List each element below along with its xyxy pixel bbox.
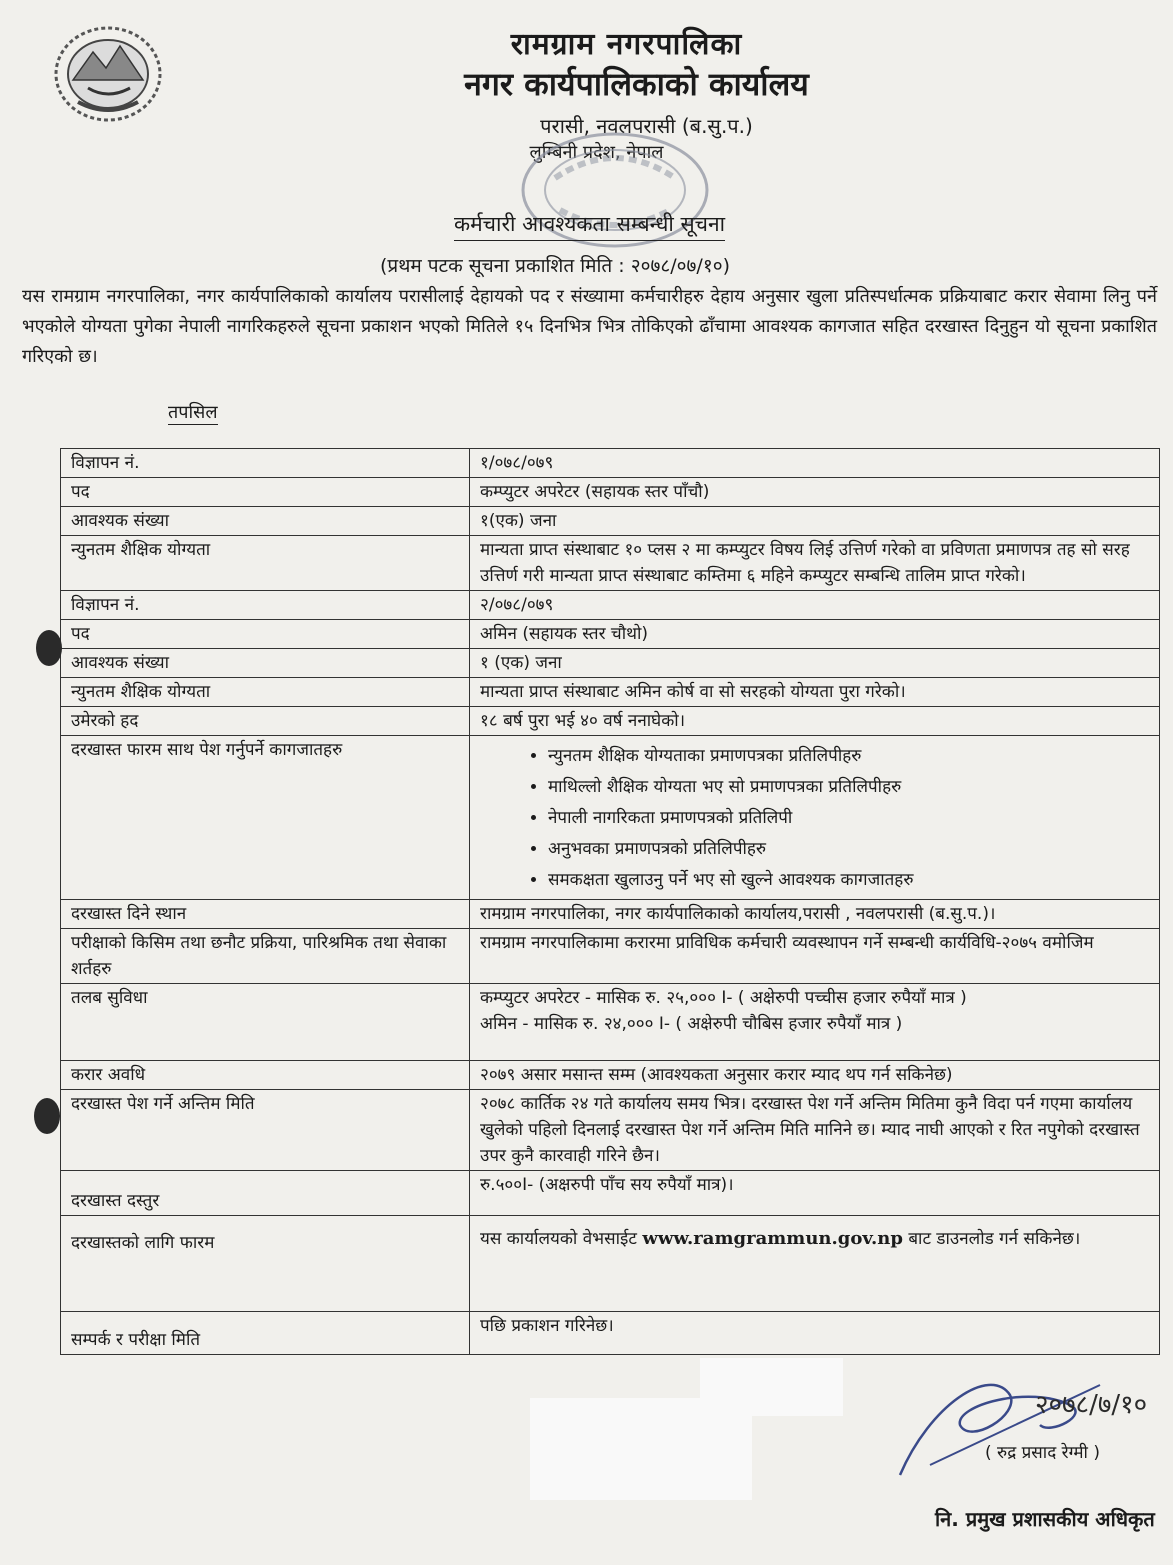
row-label: परीक्षाको किसिम तथा छनौट प्रक्रिया, पारिश्रमिक तथा सेवाका शर्तहरु: [61, 929, 470, 984]
row-value: पछि प्रकाशन गरिनेछ।: [470, 1312, 1160, 1355]
row-value: १८ बर्ष पुरा भई ४० वर्ष ननाघेको।: [470, 707, 1160, 736]
row-label: न्युनतम शैक्षिक योग्यता: [61, 536, 470, 591]
row-value: [470, 984, 1160, 1061]
row-label: विज्ञापन नं.: [61, 591, 470, 620]
table-row: [61, 900, 1160, 929]
address: परासी, नवलपरासी (ब.सु.प.): [540, 114, 753, 138]
list-item: • नेपाली नागरिकता प्रमाणपत्रको प्रतिलिपी: [548, 803, 1149, 834]
office-name: नगर कार्यपालिकाको कार्यालय: [464, 65, 809, 103]
table-row: [61, 736, 1160, 900]
row-label: पद: [61, 620, 470, 649]
table-row: [61, 478, 1160, 507]
list-item: • अनुभवका प्रमाणपत्रको प्रतिलिपीहरु: [548, 834, 1149, 865]
row-label: दरखास्त फारम साथ पेश गर्नुपर्ने कागजातहरु: [61, 736, 470, 900]
list-item: • माथिल्लो शैक्षिक योग्यता भए सो प्रमाणपत्रका प्रतिलिपीहरु: [548, 772, 1149, 803]
row-value: रामग्राम नगरपालिका, नगर कार्यपालिकाको कार्यालय,परासी , नवलपरासी (ब.सु.प.)।: [470, 900, 1160, 929]
table-row: [61, 449, 1160, 478]
row-value: रु.५००I- (अक्षरुपी पाँच सय रुपैयाँ मात्र)।: [470, 1171, 1160, 1216]
table-row: [61, 591, 1160, 620]
notice-subject: कर्मचारी आवश्यकता सम्बन्धी सूचना: [454, 210, 725, 241]
row-label: सम्पर्क र परीक्षा मिति: [61, 1312, 470, 1355]
row-value: मान्यता प्राप्त संस्थाबाट १० प्लस २ मा कम्प्युटर विषय लिई उत्तिर्ण गरेको वा प्रविणता प्रमाणपत्र तह सो सरह उत्तिर्ण गरी मान्यता प्राप्त संस्थाबाट कम्तिमा ६ महिने कम्प्युटर सम्बन्धि तालिम प्राप्त गरेको।: [470, 536, 1160, 591]
published-date: (प्रथम पटक सूचना प्रकाशित मिति : २०७८/०७/१०): [380, 255, 730, 277]
province: लुम्बिनी प्रदेश, नेपाल: [529, 142, 664, 163]
redacted-area: [530, 1398, 752, 1500]
row-label: दरखास्त पेश गर्ने अन्तिम मिति: [61, 1090, 470, 1171]
row-value: [470, 1216, 1160, 1312]
row-value: १ (एक) जना: [470, 649, 1160, 678]
table-row: [61, 707, 1160, 736]
table-row: [61, 620, 1160, 649]
signature-date: २०७८/७/१०: [1035, 1390, 1148, 1420]
row-value: कम्प्युटर अपरेटर (सहायक स्तर पाँचौ): [470, 478, 1160, 507]
signatory-title: नि. प्रमुख प्रशासकीय अधिकृत: [935, 1507, 1155, 1531]
table-row: [61, 678, 1160, 707]
details-heading: तपसिल: [168, 402, 218, 423]
website-link[interactable]: www.ramgrammun.gov.np: [642, 1228, 903, 1249]
documents-list: [480, 741, 1149, 896]
row-label: दरखास्त दिने स्थान: [61, 900, 470, 929]
punch-hole: [36, 630, 62, 666]
form-text: बाट डाउनलोड गर्न सकिनेछ।: [908, 1229, 1081, 1249]
row-label: दरखास्तको लागि फारम: [61, 1216, 470, 1312]
table-row: [61, 649, 1160, 678]
row-value: [470, 736, 1160, 900]
table-row: [61, 1090, 1160, 1171]
list-item: • समकक्षता खुलाउनु पर्ने भए सो खुल्ने आवश्यक कागजातहरु: [548, 865, 1149, 896]
salary-line: अमिन - मासिक रु. २४,००० I- ( अक्षेरुपी चौबिस हजार रुपैयाँ मात्र ): [480, 1014, 903, 1034]
table-row: [61, 984, 1160, 1061]
form-text: यस कार्यालयको वेभसाईट: [480, 1229, 637, 1249]
row-value: १/०७८/०७९: [470, 449, 1160, 478]
row-value: २०७९ असार मसान्त सम्म (आवश्यकता अनुसार करार म्याद थप गर्न सकिनेछ): [470, 1061, 1160, 1090]
signature-icon: [870, 1345, 1160, 1495]
row-label: तलब सुविधा: [61, 984, 470, 1061]
row-label: दरखास्त दस्तुर: [61, 1171, 470, 1216]
row-value: २/०७८/०७९: [470, 591, 1160, 620]
row-label: न्युनतम शैक्षिक योग्यता: [61, 678, 470, 707]
row-label: उमेरको हद: [61, 707, 470, 736]
table-row: [61, 507, 1160, 536]
row-label: विज्ञापन नं.: [61, 449, 470, 478]
row-label: आवश्यक संख्या: [61, 507, 470, 536]
row-label: आवश्यक संख्या: [61, 649, 470, 678]
row-value: १(एक) जना: [470, 507, 1160, 536]
row-value: मान्यता प्राप्त संस्थाबाट अमिन कोर्ष वा सो सरहको योग्यता पुरा गरेको।: [470, 678, 1160, 707]
org-name: रामग्राम नगरपालिका: [510, 27, 743, 62]
table-row: [61, 536, 1160, 591]
signatory-name: ( रुद्र प्रसाद रेग्मी ): [985, 1443, 1100, 1463]
row-value: रामग्राम नगरपालिकामा करारमा प्राविधिक कर्मचारी व्यवस्थापन गर्ने सम्बन्धी कार्यविधि-२०७५ वमोजिम: [470, 929, 1160, 984]
table-row: [61, 929, 1160, 984]
table-row: [61, 1216, 1160, 1312]
salary-line: कम्प्युटर अपरेटर - मासिक रु. २५,००० I- ( अक्षेरुपी पच्चीस हजार रुपैयाँ मात्र ): [480, 988, 967, 1008]
table-row: [61, 1061, 1160, 1090]
punch-hole: [34, 1098, 60, 1134]
notice-intro: यस रामग्राम नगरपालिका, नगर कार्यपालिकाको कार्यालय परासीलाई देहायको पद र संख्यामा कर्मचारीहरु देहाय अनुसार खुला प्रतिस्पर्धात्मक प्रक्रियाबाट करार सेवामा लिनु पर्ने भएकोले योग्यता पुगेका नेपाली नागरिकहरुले सूचना प्रकाशन भएको मितिले १५ दिनभित्र भित्र तोकिएको ढाँचामा आवश्यक कागजात सहित दरखास्त दिनुहुन यो सूचना प्रकाशित गरिएको छ।: [22, 286, 1157, 367]
list-item: • न्युनतम शैक्षिक योग्यताका प्रमाणपत्रका प्रतिलिपीहरु: [548, 741, 1149, 772]
row-value: २०७८ कार्तिक २४ गते कार्यालय समय भित्र। दरखास्त पेश गर्ने अन्तिम मितिमा कुनै विदा पर्न गएमा कार्यालय खुलेको पहिलो दिनलाई दरखास्त पेश गर्ने अन्तिम मिति मानिने छ। म्याद नाघी आएको र रित नपुगेको दरखास्त उपर कुनै कारवाही गरिने छैन।: [470, 1090, 1160, 1171]
table-row: [61, 1171, 1160, 1216]
row-value: अमिन (सहायक स्तर चौथो): [470, 620, 1160, 649]
row-label: पद: [61, 478, 470, 507]
details-table: [60, 448, 1160, 1355]
row-label: करार अवधि: [61, 1061, 470, 1090]
